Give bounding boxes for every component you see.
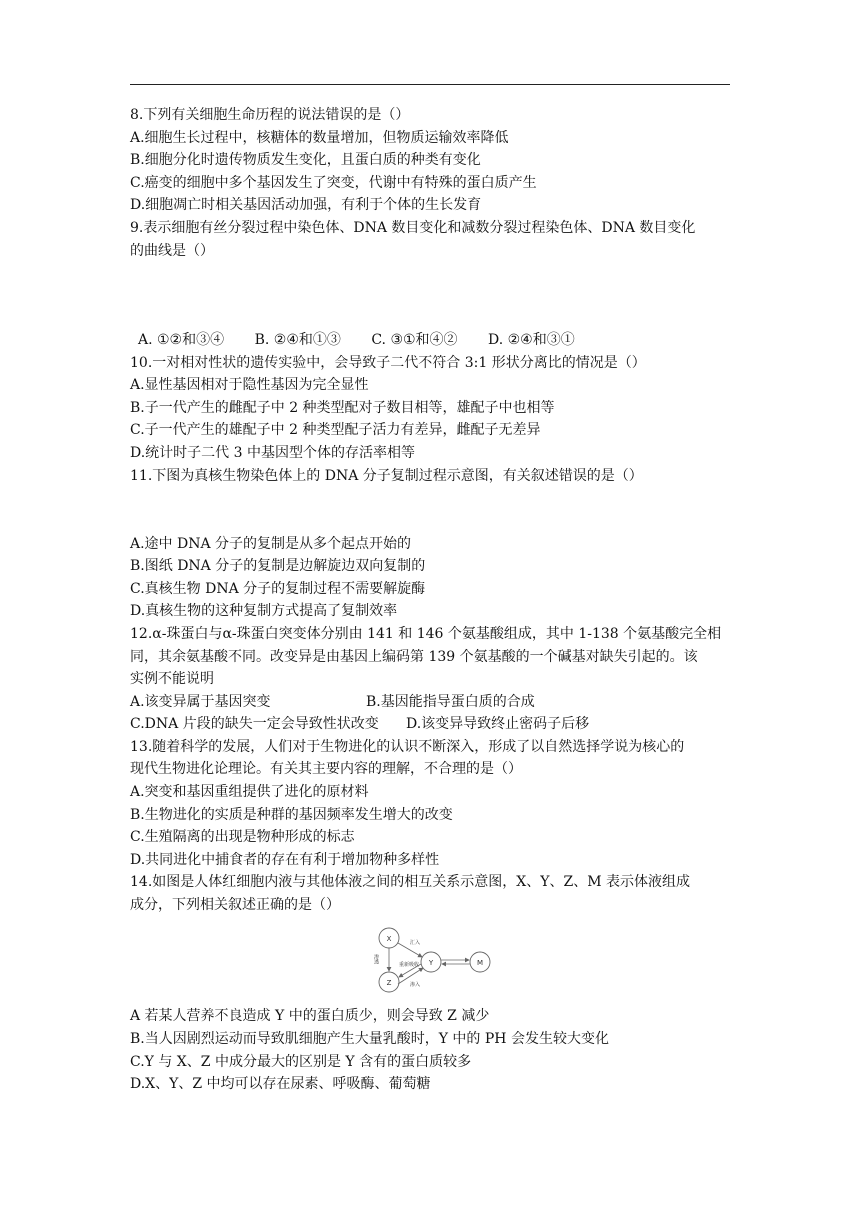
q11-option-b: B.图纸 DNA 分子的复制是边解旋边双向复制的 [130, 558, 426, 574]
q8-option-c: C.癌变的细胞中多个基因发生了突变，代谢中有特殊的蛋白质产生 [130, 175, 537, 191]
q13-stem-line2: 现代生物进化论理论。有关其主要内容的理解，不合理的是（） [130, 761, 522, 777]
q14-option-a: A 若某人营养不良造成 Y 中的蛋白质少，则会导致 Z 减少 [130, 1008, 490, 1024]
header-rule [130, 84, 730, 85]
q12-option-b: B.基因能指导蛋白质的合成 [366, 694, 535, 710]
q11-option-d: D.真核生物的这种复制方式提高了复制效率 [130, 603, 398, 619]
q10-option-c: C.子一代产生的雄配子中 2 种类型配子活力有差异，雌配子无差异 [130, 422, 541, 438]
q14-option-c: C.Y 与 X、Z 中成分最大的区别是 Y 含有的蛋白质较多 [130, 1054, 472, 1070]
q9-stem-line2: 的曲线是（） [130, 243, 214, 259]
q9-option-b: B. ②④和①③ [254, 332, 341, 348]
q12-stem-line1: 12.α-珠蛋白与α-珠蛋白突变体分别由 141 和 146 个氨基酸组成，其中 1-138 个氨基酸完全相 [130, 626, 722, 642]
q13-stem-line1: 13.随着科学的发展，人们对于生物进化的认识不断深入，形成了以自然选择学说为核心的 [130, 739, 685, 755]
q9-option-d: D. ②④和③① [488, 332, 575, 348]
q13-option-b: B.生物进化的实质是种群的基因频率发生增大的改变 [130, 807, 453, 823]
q14-option-b: B.当人因剧烈运动而导致肌细胞产生大量乳酸时，Y 中的 PH 会发生较大变化 [130, 1031, 609, 1047]
q8-option-a: A.细胞生长过程中，核糖体的数量增加，但物质运输效率降低 [130, 130, 509, 146]
node-m-label: M [476, 959, 484, 967]
label-mid: 重新吸收 [399, 962, 420, 968]
q12-stem-line2: 同，其余氨基酸不同。改变异是由基因上编码第 139 个氨基酸的一个碱基对缺失引起的。该 [130, 649, 698, 665]
q12-option-a: A.该变异属于基因突变 [130, 694, 271, 710]
q8-stem: 8.下列有关细胞生命历程的说法错误的是（） [130, 107, 410, 123]
node-y-label: Y [428, 959, 434, 967]
q11-option-c: C.真核生物 DNA 分子的复制过程不需要解旋酶 [130, 581, 426, 597]
body-fluid-diagram [366, 924, 498, 1000]
q14-stem-line2: 成分，下列相关叙述正确的是（） [130, 897, 340, 913]
q13-option-d: D.共同进化中捕食者的存在有利于增加物种多样性 [130, 852, 440, 868]
q10-option-d: D.统计时子二代 3 中基因型个体的存活率相等 [130, 445, 415, 461]
node-z-label: Z [386, 979, 392, 987]
q14-stem-line1: 14.如图是人体红细胞内液与其他体液之间的相互关系示意图，X、Y、Z、M 表示体液组成 [130, 874, 690, 890]
q10-option-a: A.显性基因相对于隐性基因为完全显性 [130, 377, 369, 393]
q9-option-a: A. ①②和③④ [138, 332, 225, 348]
q12-stem-line3: 实例不能说明 [130, 671, 214, 687]
q9-stem-line1: 9.表示细胞有丝分裂过程中染色体、DNA 数目变化和减数分裂过程染色体、DNA 数目变化 [130, 220, 696, 236]
q13-option-c: C.生殖隔离的出现是物种形成的标志 [130, 829, 355, 845]
q12-option-c: C.DNA 片段的缺失一定会导致性状改变 [130, 716, 379, 732]
label-bottom: 渗入 [410, 982, 421, 988]
node-x-label: X [386, 935, 392, 943]
q9-options [138, 331, 601, 349]
q12-option-d: D.该变异导致终止密码子后移 [406, 716, 590, 732]
q11-option-a: A.途中 DNA 分子的复制是从多个起点开始的 [130, 536, 412, 552]
q12-options-row1 [130, 693, 535, 711]
label-left: 渗透 [373, 954, 379, 964]
q8-option-b: B.细胞分化时遗传物质发生变化，且蛋白质的种类有变化 [130, 152, 481, 168]
q13-option-a: A.突变和基因重组提供了进化的原材料 [130, 784, 369, 800]
q9-option-c: C. ③①和④② [371, 332, 458, 348]
q14-option-d: D.X、Y、Z 中均可以存在尿素、呼吸酶、葡萄糖 [130, 1076, 431, 1092]
q12-options-row2 [130, 715, 589, 733]
q8-option-d: D.细胞凋亡时相关基因活动加强，有利于个体的生长发育 [130, 197, 482, 213]
q10-option-b: B.子一代产生的雌配子中 2 种类型配对子数目相等，雄配子中也相等 [130, 400, 555, 416]
q11-stem: 11.下图为真核生物染色体上的 DNA 分子复制过程示意图，有关叙述错误的是（） [130, 468, 643, 484]
q10-stem: 10.一对相对性状的遗传实验中，会导致子二代不符合 3:1 形状分离比的情况是（） [130, 355, 646, 371]
label-top: 汇入 [410, 940, 421, 946]
